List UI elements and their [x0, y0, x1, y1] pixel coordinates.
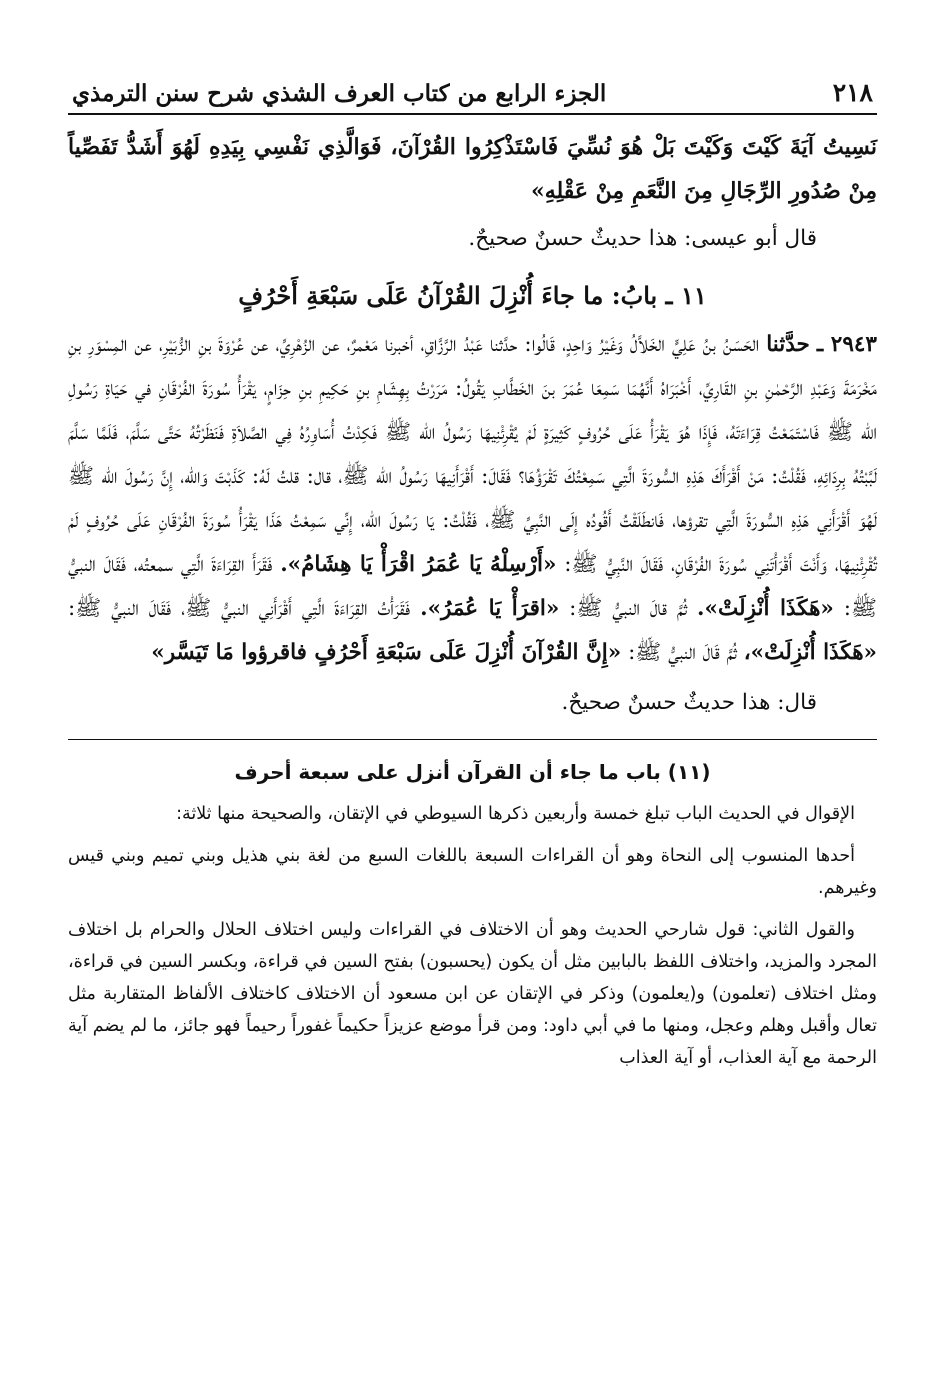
commentary-heading: (١١) باب ما جاء أن القرآن أنزل على سبعة أحرف: [234, 760, 711, 784]
narration-intro: حدَّثنا: [766, 332, 810, 357]
commentary-paragraph-1: [68, 798, 877, 830]
commentary-paragraph-1-text: الإقوال في الحديث الباب تبلغ خمسة وأربعين ذكرها السيوطي في الإتقان، والصحيحة منها ثلاثة:: [176, 804, 855, 824]
prophet-quote-4: «هَكَذَا أُنْزِلَتْ»،: [743, 640, 877, 665]
hadith-segment-2: ثُمَّ قالَ النبيُّ ﷺ:: [569, 596, 688, 621]
top-hadith-text: نَسِيتُ آيَةَ كَيْتَ وَكَيْتَ بَلْ هُوَ نُسِّيَ فَاسْتَذْكِرُوا القُرْآنَ، فَوَالَّذِي نَفْسِي بِيَدِهِ لَهُوَ أَشَدُّ تَفَصِّياً مِنْ صُدُورِ الرِّجَالِ مِنَ النَّعَمِ مِنْ عَقْلِهِ»: [68, 134, 877, 204]
prophet-quote-3: «اقرَأْ يَا عُمَرُ».: [420, 596, 560, 621]
prophet-quote-1: «أَرْسِلْهُ يَا عُمَرُ اقْرَأْ يَا هِشَامُ».: [280, 552, 557, 577]
chapter-heading: ١١ ـ بابُ: ما جاءَ أُنْزِلَ القُرْآنُ عَلَى سَبْعَةِ أَحْرُفٍ: [238, 281, 707, 310]
commentary-paragraph-3: [68, 914, 877, 1074]
running-header: [68, 78, 877, 115]
prophet-quote-2: «هَكَذَا أُنْزِلَتْ».: [697, 596, 834, 621]
hadith-segment-1: فَقَرَأَ القِرَاءَةَ الَّتِي سمعتُه، فَقَالَ النبيُّ ﷺ:: [68, 552, 877, 621]
top-hadith-verdict: قال أبو عيسى: هذا حديثٌ حسنٌ صحيحٌ.: [468, 226, 817, 251]
hadith-segment-3: فَقَرَأْتُ القِرَاءَةَ الَّتِي أَقْرَأَنِي النبيُّ ﷺ، فَقَالَ النبيُّ ﷺ:: [68, 596, 411, 621]
footnote-separator: [68, 739, 877, 740]
page-number: ٢١٨: [832, 78, 873, 107]
hadith-number: ٢٩٤٣ ـ: [816, 332, 877, 357]
hadith-verdict: قال: هذا حديثٌ حسنٌ صحيحٌ.: [561, 690, 817, 715]
hadith-2943: [68, 323, 877, 675]
commentary-paragraph-2: [68, 840, 877, 904]
hadith-isnad: الحَسَنُ بنُ عَلِيٍّ الخَلاَّلُ وَغَيْرُ وَاحِدٍ، قَالُوا: حدَّثنا عَبْدُ الرَّزَّاقِ، أخبرنا مَعْمرٌ، عن الزُهْرِيِّ، عن عُرْوَةَ بنِ الزُّبَيْرِ، عن المِسْوَرِ بنِ مَخْرَمَةَ وَعَبْدِ الرَّحْمٰنِ بنِ القَارِيِّ، أَخْبَرَاهُ أَنَّهُمَا سَمِعَا عُمَرَ بنَ الخَطَّابِ يَقُولُ: مَرَرْتُ بِهِشَامِ بنِ حَكِيمِ بنِ حِزَامٍ، يَقْرَأُ سُورَةَ الفُرْقَانِ في حَيَاةِ رَسُولِ الله ﷺ فَاسْتَمَعْتُ قِرَاءَتَهُ، فَإِذَا هُوَ يَقْرَأُ عَلَى حُرُوفٍ كَثِيرَةٍ لَمْ يُقْرِئْنِيهَا رَسُولُ الله ﷺ فَكِدْتُ أُسَاوِرُهُ فِي الصَّلاَةِ فَنَظَرْتُهُ حَتَّى سَلَّمَ، فَلَمَّا سَلَّمَ لَبَّبْتُهُ بِرِدَائِهِ، فَقُلْتُ: مَنْ أَقْرَأَكَ هَذِهِ السُّورَةَ الَّتِي سَمِعْتُكَ تَقْرَؤُهَا؟ فَقَالَ: أَقْرَأَنِيهَا رَسُولُ الله ﷺ، قال: قلتُ لَهُ: كَذَبْتَ وَالله، إِنَّ رَسُولَ الله ﷺ لَهُوَ أَقْرَأَنِي هَذِهِ السُّورَةَ الَّتِي تقرؤها، فَانطَلَقْتُ أَقُودُه إِلَى النَّبِيِّ ﷺ، فَقُلْتُ: يَا رَسُولَ الله، إِنِّي سَمِعْتُ هَذَا يَقْرَأُ سُورَةَ الفُرْقَانِ عَلَى حُرُوفٍ لَمْ تُقْرِئْنِيهَا، وَأَنْتَ أَقْرَأْتَنِي سُورَةَ الفُرْقَانِ، فَقَالَ النَّبِيُّ ﷺ:: [68, 332, 877, 577]
prophet-quote-5: «إِنَّ القُرْآنَ أُنْزِلَ عَلَى سَبْعَةِ أَحْرُفٍ فاقرؤوا مَا تَيَسَّر»: [151, 640, 622, 665]
book-title: الجزء الرابع من كتاب العرف الشذي شرح سنن الترمذي: [72, 80, 607, 107]
commentary-paragraph-3-text: والقول الثاني: قول شارحي الحديث وهو أن الاختلاف في القراءات وليس اختلاف الحلال والحرام بل اختلاف المجرد والمزيد، واختلاف اللفظ بالبابين مثل أن يكون (يحسبون) بفتح السين في قراءة، وبكسر السين في قراءة، ومثل اختلاف (تعلمون) و(يعلمون) وذكر في الإتقان عن ابن مسعود أن الاختلاف كاختلاف الألفاظ المتقاربة مثل تعال وأقبل وهلم وعجل، ومنها ما في أبي داود: ومن قرأ موضع عزيزاً حكيماً غفوراً رحيماً فهو جائز، ما لم يضم آية الرحمة مع آية العذاب، أو آية العذاب: [68, 920, 877, 1068]
commentary-paragraph-2-text: أحدها المنسوب إلى النحاة وهو أن القراءات السبعة باللغات السبع من لغة بني هذيل وبني تميم وبني قيس وغيرهم.: [68, 846, 877, 898]
hadith-segment-4: ثُمَّ قَالَ النبيُّ ﷺ:: [628, 640, 737, 665]
